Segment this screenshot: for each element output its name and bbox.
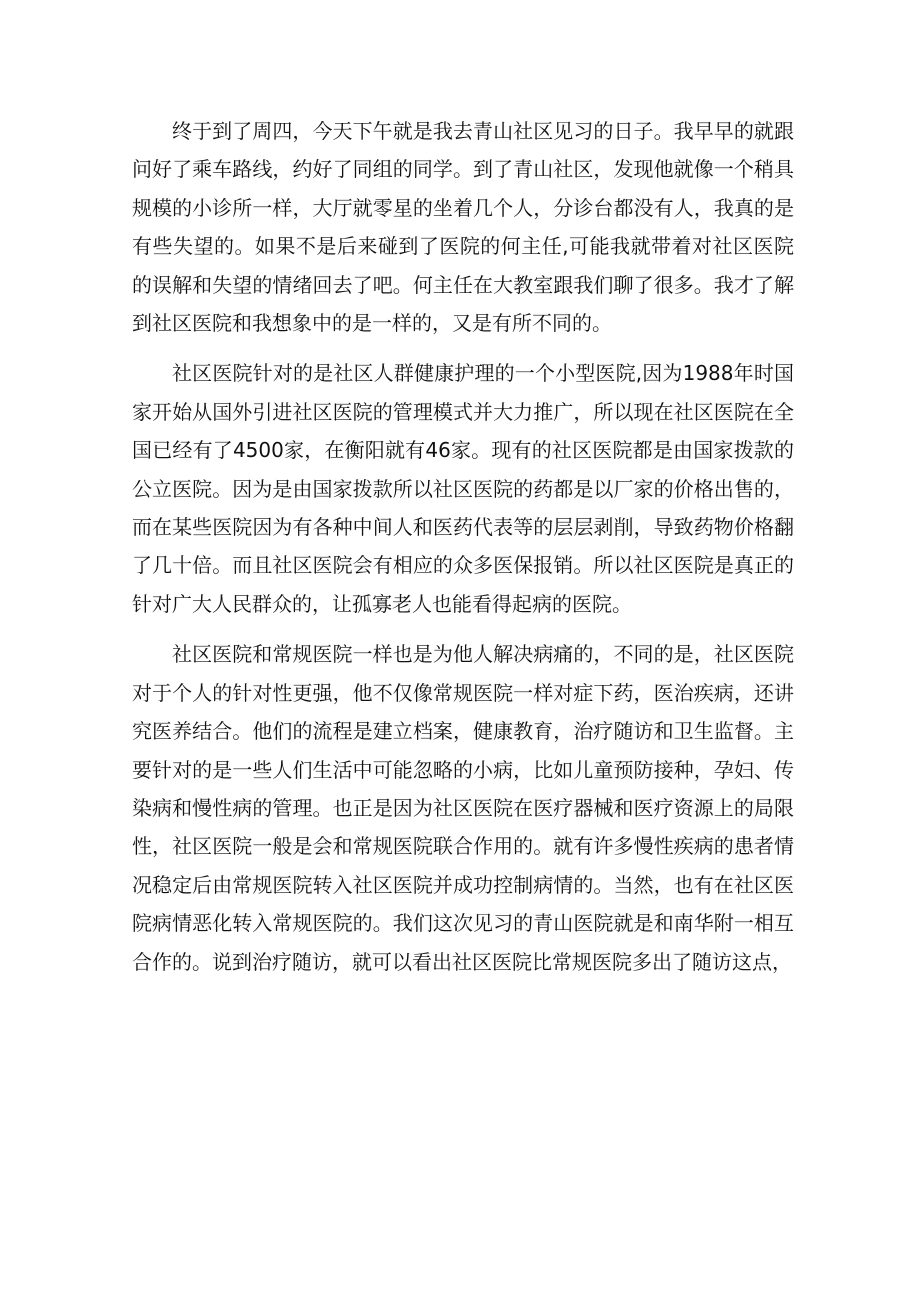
paragraph-1: 终于到了周四，今天下午就是我去青山社区见习的日子。我早早的就跟问好了乘车路线，约好了同组的同学。到了青山社区，发现他就像一个稍具规模的小诊所一样，大厅就零星的坐着几个人，分诊台都没有人，我真的是有些失望的。如果不是后来碰到了医院的何主任,可能我就带着对社区医院的误解和失望的情绪回去了吧。何主任在大教室跟我们聊了很多。我才了解到社区医院和我想象中的是一样的，又是有所不同的。: [132, 119, 794, 336]
document-body: [132, 112, 794, 981]
paragraph-3: 社区医院和常规医院一样也是为他人解决病痛的，不同的是，社区医院对于个人的针对性更强，他不仅像常规医院一样对症下药，医治疾病，还讲究医养结合。他们的流程是建立档案，健康教育，治疗随访和卫生监督。主要针对的是一些人们生活中可能忽略的小病，比如儿童预防接种，孕妇、传染病和慢性病的管理。也正是因为社区医院在医疗器械和医疗资源上的局限性，社区医院一般是会和常规医院联合作用的。就有许多慢性疾病的患者情况稳定后由常规医院转入社区医院并成功控制病情的。当然，也有在社区医院病情恶化转入常规医院的。我们这次见习的青山医院就是和南华附一相互合作的。说到治疗随访，就可以看出社区医院比常规医院多出了随访这点，: [132, 642, 794, 974]
paragraph-2: 社区医院针对的是社区人群健康护理的一个小型医院,因为1988年时国家开始从国外引进社区医院的管理模式并大力推广，所以现在社区医院在全国已经有了4500家，在衡阳就有46家。现有的社区医院都是由国家拨款的公立医院。因为是由国家拨款所以社区医院的药都是以厂家的价格出售的，而在某些医院因为有各种中间人和医药代表等的层层剥削，导致药物价格翻了几十倍。而且社区医院会有相应的众多医保报销。所以社区医院是真正的针对广大人民群众的，让孤寡老人也能看得起病的医院。: [132, 361, 794, 616]
